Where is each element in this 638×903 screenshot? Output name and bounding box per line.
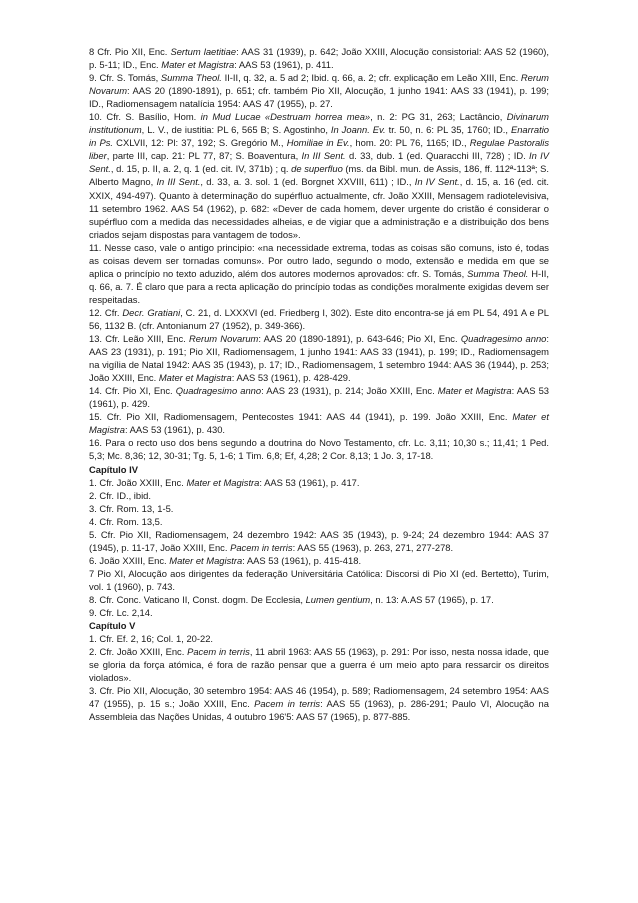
footnote bbox=[89, 45, 549, 71]
italic-citation: Quadragesimo anno bbox=[175, 385, 262, 397]
italic-citation: Summa Theol. bbox=[160, 72, 222, 84]
footnote-text: CXLVII, 12: Pl: 37, 192; S. Gregório M., bbox=[113, 137, 287, 149]
italic-citation: Pacem in terris bbox=[230, 541, 293, 553]
footnote-text: : AAS 20 (1890-1891), p. 651; cfr. também Pio XII, Alocução, 1 junho 1941: AAS 33 (1941), p. 199; ID., Radiomensagem natalícia 1954: AAS 47 (1955), p. 27. bbox=[89, 85, 549, 110]
footnote bbox=[89, 436, 549, 462]
footnote bbox=[89, 567, 549, 593]
footnote-text: tr. 50, n. 6: PL 35, 1760; ID., bbox=[385, 124, 511, 136]
footnote-text: 9. Cfr. Lc. 2,14. bbox=[89, 607, 153, 619]
italic-citation: In III Sent. bbox=[301, 150, 346, 162]
footnote-text: , n. 2: PG 31, 263; Lactâncio, bbox=[370, 111, 507, 123]
footnote-text: 5. Cfr. Pio XII, Radiomensagem, 24 dezembro 1942: AAS 35 (1943), p. 9-24; 24 dezembro 1944: AAS 37 (1945), p. 11-17, João XXIII, Enc. bbox=[89, 528, 549, 553]
footnote-text: , n. 13: A.AS 57 (1965), p. 17. bbox=[370, 593, 494, 605]
footnote bbox=[89, 306, 549, 332]
footnote-text: , d. 33, a. 3. sol. 1 (ed. Borgnet XXVIII, 611) ; ID., bbox=[200, 176, 415, 188]
italic-citation: Mater et Magistra bbox=[186, 476, 260, 488]
footnote bbox=[89, 606, 549, 619]
footnote bbox=[89, 593, 549, 606]
footnote-text: 13. Cfr. Leão XIII, Enc. bbox=[89, 333, 189, 345]
footnote-text: (ms. da Bibl. mun. de Assis, 186, ff. 112ª-113ª; S. Alberto Magno, bbox=[89, 163, 549, 188]
chapter-heading: Capítulo IV bbox=[89, 463, 138, 475]
footnote-text: : AAS 53 (1961), p. 417. bbox=[259, 476, 360, 488]
footnote-text: , hom. 20: PL 76, 1165; ID., bbox=[349, 137, 470, 149]
footnote-text: 2. Cfr. João XXIII, Enc. bbox=[89, 646, 188, 658]
footnote bbox=[89, 684, 549, 723]
footnote bbox=[89, 110, 549, 240]
italic-citation: Mater et Magistra bbox=[169, 554, 243, 566]
italic-citation: In III Sent. bbox=[156, 176, 201, 188]
footnote bbox=[89, 645, 549, 684]
footnote-text: 1. Cfr. Ef. 2, 16; Col. 1, 20-22. bbox=[89, 633, 214, 645]
footnote-text: 15. Cfr. Pio XII, Radiomensagem, Pentecostes 1941: AAS 44 (1941), p. 199. João XXIII, Enc. bbox=[89, 411, 513, 423]
footnote-text: : AAS 23 (1931), p. 214; João XXIII, Enc. bbox=[261, 385, 438, 397]
footnote-text: II-II, q. 32, a. 5 ad 2; Ibid. q. 66, a. 2; cfr. explicação em Leão XIII, Enc. bbox=[221, 72, 521, 84]
footnote-text: 6. João XXIII, Enc. bbox=[89, 554, 170, 566]
footnote-text: 11. Nesse caso, vale o antigo principio: «na necessidade extrema, todas as coisas são comuns, isto é, todas as coisas devem ser tornadas comuns». Por outro lado, segundo o modo, extensão e medida em que se aplica o princípio no texto aduzido, além dos autores modernos aprovados: cfr. S. Tomás, bbox=[89, 241, 549, 279]
document-page bbox=[89, 45, 549, 723]
italic-citation: de superfluo bbox=[291, 163, 343, 175]
footnote-text: 4. Cfr. Rom. 13,5. bbox=[89, 515, 163, 527]
italic-citation: Mater et Magistra bbox=[437, 385, 512, 397]
italic-citation: Mater et Magistra bbox=[89, 411, 549, 436]
footnote-text: 14. Cfr. Pio XI, Enc. bbox=[89, 385, 176, 397]
italic-citation: Quadragesimo anno bbox=[460, 333, 547, 345]
italic-citation: Rerum Novarum bbox=[188, 333, 259, 345]
italic-citation: Lumen gentium bbox=[305, 593, 371, 605]
footnote-text: , parte III, cap. 21: PL 77, 87; S. Boaventura, bbox=[106, 150, 302, 162]
footnote-text: : AAS 53 (1961), p. 415-418. bbox=[242, 554, 362, 566]
footnote-text: 10. Cfr. S. Basílio, Hom. bbox=[89, 111, 201, 123]
footnote-text: 7 Pio XI, Alocução aos dirigentes da federação Universitária Católica: Discorsi di Pio XI (ed. Bertetto), Turim, vol. 1 (1960), p. 743. bbox=[89, 567, 549, 592]
footnote-text: : AAS 53 (1961), p. 428-429. bbox=[231, 372, 351, 384]
footnote-text: : AAS 53 (1961), p. 411. bbox=[234, 59, 334, 71]
footnote-text: 3. Cfr. Pio XII, Alocução, 30 setembro 1954: AAS 46 (1954), p. 589; Radiomensagem, 24 setembro 1954: AAS 47 (1955), p. 15 s.; João XXIII, Enc. bbox=[89, 685, 549, 710]
footnote bbox=[89, 502, 549, 515]
footnote-text: , 11 abril 1963: AAS 55 (1963), p. 291: Por isso, nesta nossa idade, que se gloria da força atómica, é fora de razão pensar que a guerra é um meio apto para ressarcir os direitos violados». bbox=[89, 646, 549, 684]
italic-citation: Enarratio in Ps. bbox=[89, 124, 549, 149]
italic-citation: Regulae Pastoralis liber bbox=[89, 137, 550, 162]
footnote-text: , L. V., de iustitia: PL 6, 565 B; S. Agostinho, bbox=[141, 124, 331, 136]
italic-citation: Summa Theol. bbox=[467, 267, 529, 279]
footnote-text: : AAS 23 (1931), p. 191; Pio XII, Radiomensagem, 1 junho 1941: AAS 33 (1941), p. 199; ID., Radiomensagem na vigília de Natal 1942: AAS 35 (1943), p. 17; ID., Radiomensagem, 1 setembro 1944: AAS 36 (1944), p. 253; João XXIII, Enc. bbox=[89, 333, 549, 384]
footnote-text: 12. Cfr. bbox=[89, 306, 123, 318]
italic-citation: Mater et Magistra bbox=[158, 372, 232, 384]
footnote-text: 16. Para o recto uso dos bens segundo a doutrina do Novo Testamento, cfr. Lc. 3,11; 10,30 s.; 11,41; 1 Ped. 5,3; Mc. 8,36; 12, 30-31; Tg. 5, 1-6; 1 Tim. 6,8; Ef, 4,28; 2 Cor. 8,13; 1 Jo. 3, 17-18. bbox=[89, 437, 549, 462]
footnote-text: : AAS 20 (1890-1891), p. 643-646; Pio XI, Enc. bbox=[258, 333, 461, 345]
footnote bbox=[89, 515, 549, 528]
italic-citation: Rerum Novarum bbox=[89, 72, 549, 97]
footnote-text: H-II, q. 66, a. 7. É claro que para a recta aplicação do princípio todas as condições moralmente exigidas devem ser respeitadas. bbox=[89, 267, 549, 305]
italic-citation: Pacem in terris bbox=[187, 646, 250, 658]
italic-citation: Homiliae in Ev. bbox=[286, 137, 350, 149]
italic-citation: Sertum laetitiae bbox=[170, 46, 237, 57]
footnote-text: : AAS 55 (1963), p. 263, 271, 277-278. bbox=[292, 541, 454, 553]
footnote bbox=[89, 241, 549, 306]
footnote-text: , d. 15, a. 16 (ed. cit. XXIX, 494-497). Quanto à determinação do supérfluo actualmente, cfr. João XXIII, Mensagem radiotelevisiva, 11 setembro 1962. AAS 54 (1962), p. 682: «Dever de cada homem, dever urgente do cristão é considerar o supérfluo com a medida das necessidades alheias, e de vigiar que a administração e a distribuição dos bens criados sejam dispostas para vantagem de todos». bbox=[89, 176, 549, 240]
footnote-text: , C. 21, d. LXXXVI (ed. Friedberg I, 302). Este dito encontra-se já em PL 54, 491 A e PL 56, 1132 B. (cfr. Antonianum 27 (1952), p. 349-366). bbox=[89, 306, 550, 331]
footnote-text: : AAS 55 (1963), p. 286-291; Paulo VI, Alocução na Assembleia das Nações Unidas, 4 outubro 196'5: AAS 57 (1965), p. 877-885. bbox=[89, 698, 549, 723]
footnote-text: 9. Cfr. S. Tomás, bbox=[89, 72, 161, 84]
footnote-text: 8. Cfr. Conc. Vaticano II, Const. dogm. De Ecclesia, bbox=[89, 593, 306, 605]
italic-citation: Mater et Magistra bbox=[161, 59, 235, 71]
footnote-text: : AAS 31 (1939), p. 642; João XXIII, Alocução consistorial: AAS 52 (1960), p. 5-11; ID., Enc. bbox=[89, 46, 549, 71]
italic-citation: In IV Sent. bbox=[89, 150, 549, 175]
italic-citation: Pacem in terris bbox=[254, 698, 321, 710]
footnote bbox=[89, 384, 549, 410]
footnote bbox=[89, 632, 549, 645]
footnote-text: d. 33, dub. 1 (ed. Quaracchi III, 728) ; ID. bbox=[345, 150, 530, 162]
italic-citation: In Joann. Ev. bbox=[330, 124, 386, 136]
italic-citation: Decr. Gratiani bbox=[122, 306, 181, 318]
footnote-text: , d. 15, p. II, a. 2, q. 1 (ed. cit. IV, 371b) ; q. bbox=[110, 163, 292, 175]
footnote bbox=[89, 332, 549, 384]
italic-citation: Divinarum institutionum bbox=[89, 111, 549, 136]
footnote bbox=[89, 71, 549, 110]
footnote-text: 2. Cfr. ID., ibid. bbox=[89, 489, 151, 501]
footnote bbox=[89, 489, 549, 502]
footnote bbox=[89, 554, 549, 567]
italic-citation: In IV Sent. bbox=[414, 176, 460, 188]
footnote-text: : AAS 53 (1961), p. 430. bbox=[124, 424, 226, 436]
footnote bbox=[89, 476, 549, 489]
footnote-text: 1. Cfr. João XXIII, Enc. bbox=[89, 476, 187, 488]
footnote bbox=[89, 528, 549, 554]
footnote-text: 3. Cfr. Rom. 13, 1-5. bbox=[89, 502, 174, 514]
italic-citation: in Mud Lucae «Destruam horrea mea» bbox=[200, 111, 371, 123]
footnote-text: : AAS 53 (1961), p. 429. bbox=[89, 385, 550, 410]
chapter-heading: Capítulo V bbox=[89, 620, 136, 632]
footnote-text: 8 Cfr. Pio XII, Enc. bbox=[89, 46, 171, 57]
footnote bbox=[89, 410, 549, 436]
